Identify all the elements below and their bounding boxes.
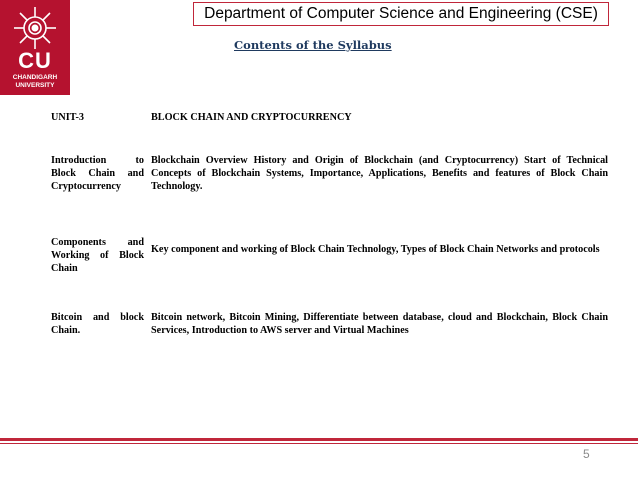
department-header: Department of Computer Science and Engineering (CSE) [193, 2, 609, 26]
logo-line-2: UNIVERSITY [15, 82, 55, 89]
row-2-content: Key component and working of Block Chain Technology, Types of Block Chain Networks and protocols [151, 244, 600, 255]
row-1-topic: Introduction to Block Chain and Cryptocurrency [51, 155, 144, 192]
slide-title: Contents of the Syllabus [234, 38, 392, 52]
row-1-content: Blockchain Overview History and Origin of Blockchain (and Cryptocurrency) Start of Technical Concepts of Blockchain Systems, Importance, Applications, Benefits and features of Block Chain Technology. [151, 155, 608, 192]
university-emblem-icon [12, 5, 58, 51]
page-number: 5 [583, 447, 590, 461]
footer-divider-thick [0, 438, 638, 441]
unit-label: UNIT-3 [51, 112, 85, 123]
logo-initials: CU [18, 48, 52, 73]
logo-panel [0, 0, 70, 95]
logo-university-name [0, 74, 70, 90]
row-3-content: Bitcoin network, Bitcoin Mining, Differentiate between database, cloud and Blockchain, Block Chain Services, Introduction to AWS server and Virtual Machines [151, 312, 608, 336]
logo-line-1: CHANDIGARH [12, 74, 58, 81]
footer-divider-thin [0, 443, 638, 444]
row-2-topic: Components and Working of Block Chain [51, 237, 144, 274]
unit-heading: BLOCK CHAIN AND CRYPTOCURRENCY [151, 112, 352, 123]
row-3-topic: Bitcoin and block Chain. [51, 312, 144, 336]
